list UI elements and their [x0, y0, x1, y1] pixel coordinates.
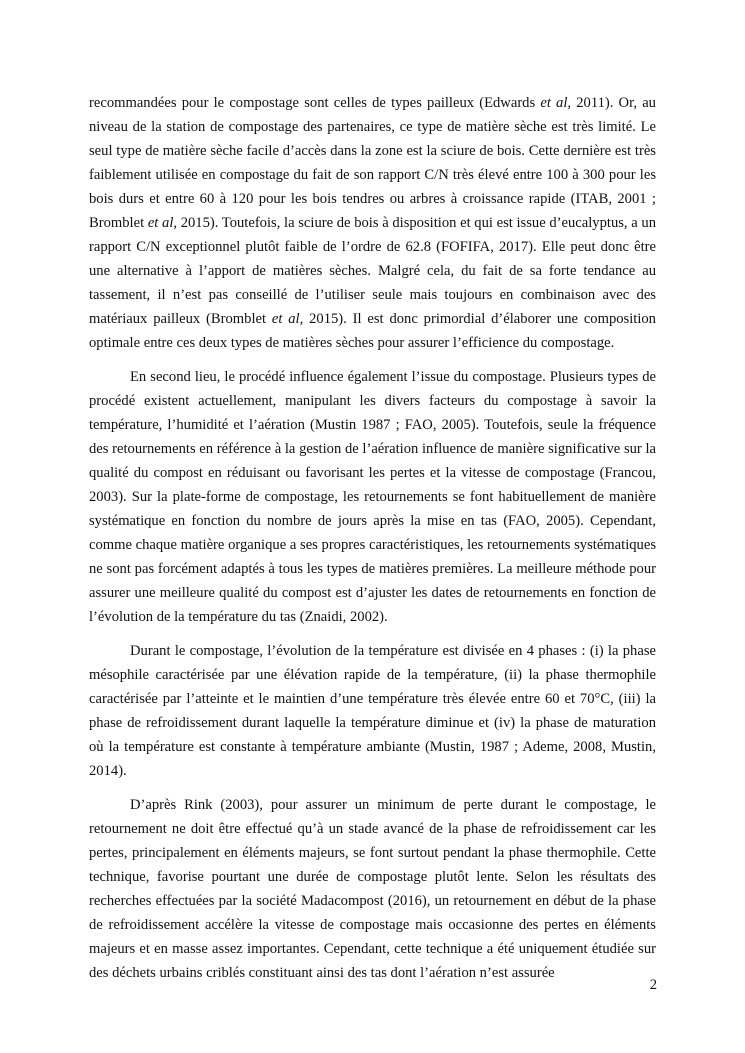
- paragraph-1: [89, 91, 656, 355]
- document-body: [89, 91, 656, 995]
- paragraph-1-seg-1: et al: [540, 95, 568, 111]
- paragraph-1-seg-5: et al: [271, 311, 300, 327]
- paragraph-1-seg-0: recommandées pour le compostage sont celles de types pailleux (Edwards: [89, 95, 541, 111]
- paragraph-2: [89, 365, 656, 629]
- paragraph-1-seg-3: et al: [147, 215, 174, 231]
- paragraph-3: [89, 639, 656, 783]
- paragraph-4: [89, 793, 656, 985]
- paragraph-3-seg-0: Durant le compostage, l’évolution de la température est divisée en 4 phases : (i) la phase mésophile caractérisée par une élévation rapide de la température, (ii) la phase thermophile caractérisée par l’atteinte et le maintien d’une température très élevée entre 60 et 70°C, (iii) la phase de refroidissement durant laquelle la température diminue et (iv) la phase de maturation où la température est constante à température ambiante (Mustin, 1987 ; Ademe, 2008, Mustin, 2014).: [89, 643, 656, 779]
- paragraph-1-seg-2: , 2011). Or, au niveau de la station de compostage des partenaires, ce type de matière sèche est très limité. Le seul type de matière sèche facile d’accès dans la zone est la sciure de bois. Cette dernière est très faiblement utilisée en compostage du fait de son rapport C/N très élevé entre 100 à 300 pour les bois durs et entre 60 à 120 pour les bois tendres ou arbres à croissance rapide (ITAB, 2001 ; Bromblet: [89, 95, 656, 231]
- page-number: 2: [649, 977, 657, 993]
- paragraph-1-seg-6: , 2015). Il est donc primordial d’élaborer une composition optimale entre ces deux types de matières sèches pour assurer l’efficience du compostage.: [89, 311, 656, 351]
- paragraph-1-seg-4: , 2015). Toutefois, la sciure de bois à disposition et qui est issue d’eucalyptus, a un rapport C/N exceptionnel plutôt faible de l’ordre de 62.8 (FOFIFA, 2017). Elle peut donc être une alternative à l’apport de matières sèches. Malgré cela, du fait de sa forte tendance au tassement, il n’est pas conseillé de l’utiliser seule mais toujours en combinaison avec des matériaux pailleux (Bromblet: [89, 215, 656, 327]
- paragraph-4-seg-0: D’après Rink (2003), pour assurer un minimum de perte durant le compostage, le retournement ne doit être effectué qu’à un stade avancé de la phase de refroidissement car les pertes, principalement en éléments majeurs, se font surtout pendant la phase thermophile. Cette technique, favorise pourtant une durée de compostage plutôt lente. Selon les résultats des recherches effectuées par la société Madacompost (2016), un retournement en début de la phase de refroidissement accélère la vitesse de compostage mais occasionne des pertes en éléments majeurs et en masse assez importantes. Cependant, cette technique a été uniquement étudiée sur des déchets urbains criblés constituant ainsi des tas dont l’aération n’est assurée: [89, 797, 656, 981]
- paragraph-2-seg-0: En second lieu, le procédé influence également l’issue du compostage. Plusieurs types de procédé existent actuellement, manipulant les divers facteurs du compostage à savoir la température, l’humidité et l’aération (Mustin 1987 ; FAO, 2005). Toutefois, seule la fréquence des retournements en référence à la gestion de l’aération influence de manière significative sur la qualité du compost en réduisant ou favorisant les pertes et la vitesse de compostage (Francou, 2003). Sur la plate-forme de compostage, les retournements se font habituellement de manière systématique en fonction du nombre de jours après la mise en tas (FAO, 2005). Cependant, comme chaque matière organique a ses propres caractéristiques, les retournements systématiques ne sont pas forcément adaptés à tous les types de matières premières. La meilleure méthode pour assurer une meilleure qualité du compost est d’ajuster les dates de retournements en fonction de l’évolution de la température du tas (Znaidi, 2002).: [89, 369, 656, 625]
